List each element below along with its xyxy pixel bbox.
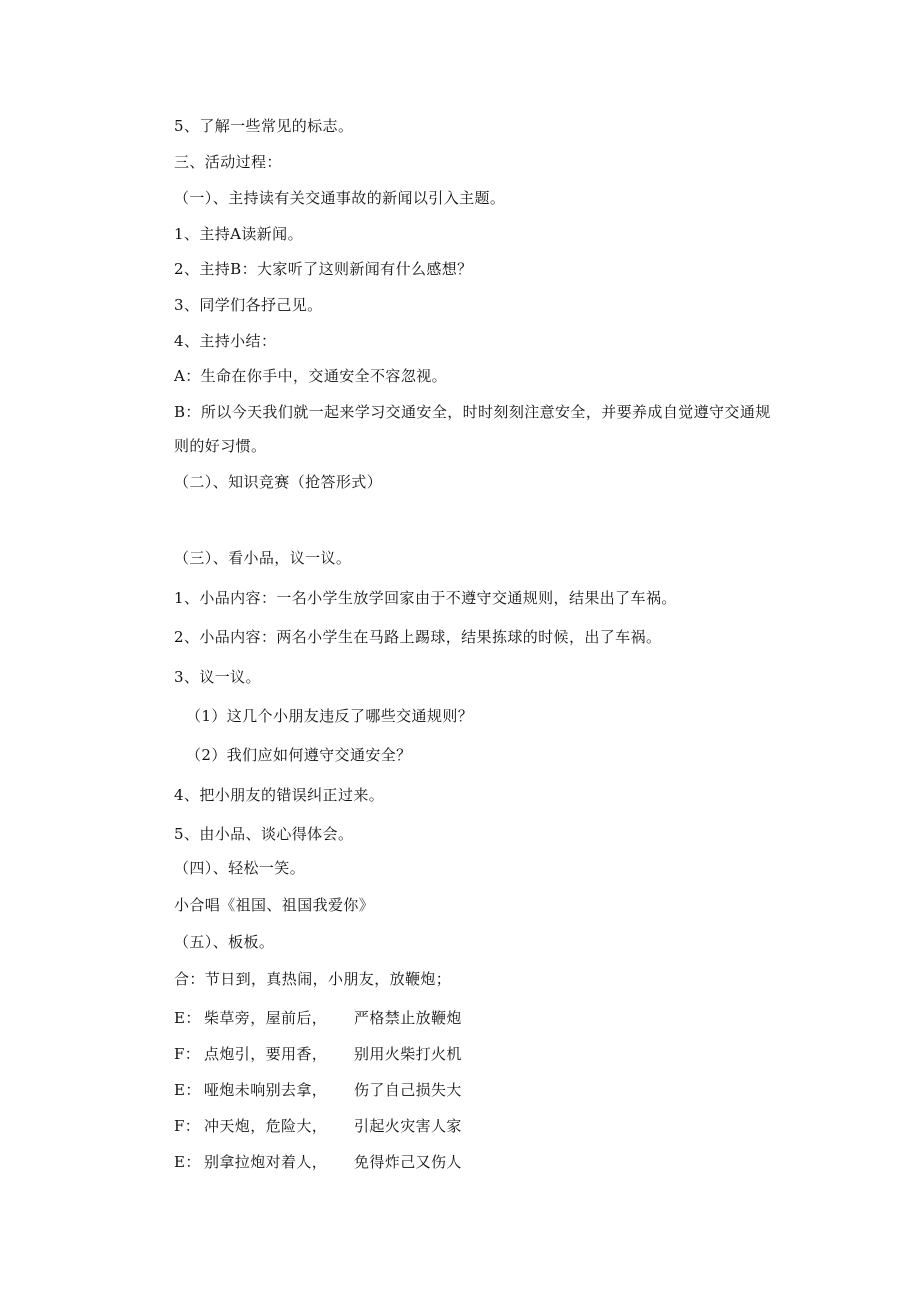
verse-part-2: 引起火灾害人家 <box>354 1117 462 1135</box>
objective-5: 5、了解一些常见的标志。 <box>174 117 354 135</box>
section-heading-process: 三、活动过程： <box>174 153 282 171</box>
subheading-2: （二）、知识竞赛（抢答形式） <box>174 473 383 491</box>
chorus-title: 小合唱《祖国、祖国我爱你》 <box>174 896 375 914</box>
step-3: 3、同学们各抒己见。 <box>174 296 323 314</box>
verse-speaker: E： <box>174 1009 201 1027</box>
skit-item-1: 1、小品内容：一名小学生放学回家由于不遵守交通规则，结果出了车祸。 <box>174 589 677 607</box>
discussion-question-1: （1）这几个小朋友违反了哪些交通规则？ <box>186 707 474 725</box>
host-a-line: A：生命在你手中，交通安全不容忽视。 <box>174 367 448 385</box>
host-b-line-cont: 则的好习惯。 <box>174 437 267 455</box>
skit-item-2: 2、小品内容：两名小学生在马路上踢球，结果拣球的时候，出了车祸。 <box>174 628 662 646</box>
subheading-4: （四）、轻松一笑。 <box>174 859 306 877</box>
host-b-line: B：所以今天我们就一起来学习交通安全，时时刻刻注意安全，并要养成自觉遵守交通规 <box>174 403 771 421</box>
subheading-3: （三）、看小品，议一议。 <box>174 549 352 567</box>
verse-part-1: 哑炮未响别去拿， <box>204 1081 328 1099</box>
verse-part-1: 冲天炮，危险大， <box>204 1117 328 1135</box>
verse-speaker: F： <box>174 1045 201 1063</box>
discussion-question-2: （2）我们应如何遵守交通安全？ <box>186 746 412 764</box>
verse-speaker: E： <box>174 1081 201 1099</box>
verse-part-2: 免得炸己又伤人 <box>354 1153 462 1171</box>
skit-item-3: 3、议一议。 <box>174 668 261 686</box>
skit-item-4: 4、把小朋友的错误纠正过来。 <box>174 786 385 804</box>
verse-part-1: 点炮引，要用香， <box>204 1045 328 1063</box>
verse-speaker: F： <box>174 1117 201 1135</box>
skit-item-5: 5、由小品、谈心得体会。 <box>174 825 354 843</box>
verse-part-2: 严格禁止放鞭炮 <box>354 1009 462 1027</box>
step-2: 2、主持B：大家听了这则新闻有什么感想？ <box>174 260 473 278</box>
subheading-1: （一）、主持读有关交通事故的新闻以引入主题。 <box>174 189 506 207</box>
verse-part-1: 别拿拉炮对着人， <box>204 1153 328 1171</box>
verse-part-2: 别用火柴打火机 <box>354 1045 462 1063</box>
subheading-5: （五）、板板。 <box>174 933 275 951</box>
verse-speaker: E： <box>174 1153 201 1171</box>
verse-part-2: 伤了自己损失大 <box>354 1081 462 1099</box>
verse-part-1: 柴草旁，屋前后， <box>204 1009 328 1027</box>
step-4: 4、主持小结： <box>174 332 277 350</box>
step-1: 1、主持A读新闻。 <box>174 225 303 243</box>
chant-opening: 合：节日到，真热闹，小朋友，放鞭炮； <box>174 970 452 988</box>
